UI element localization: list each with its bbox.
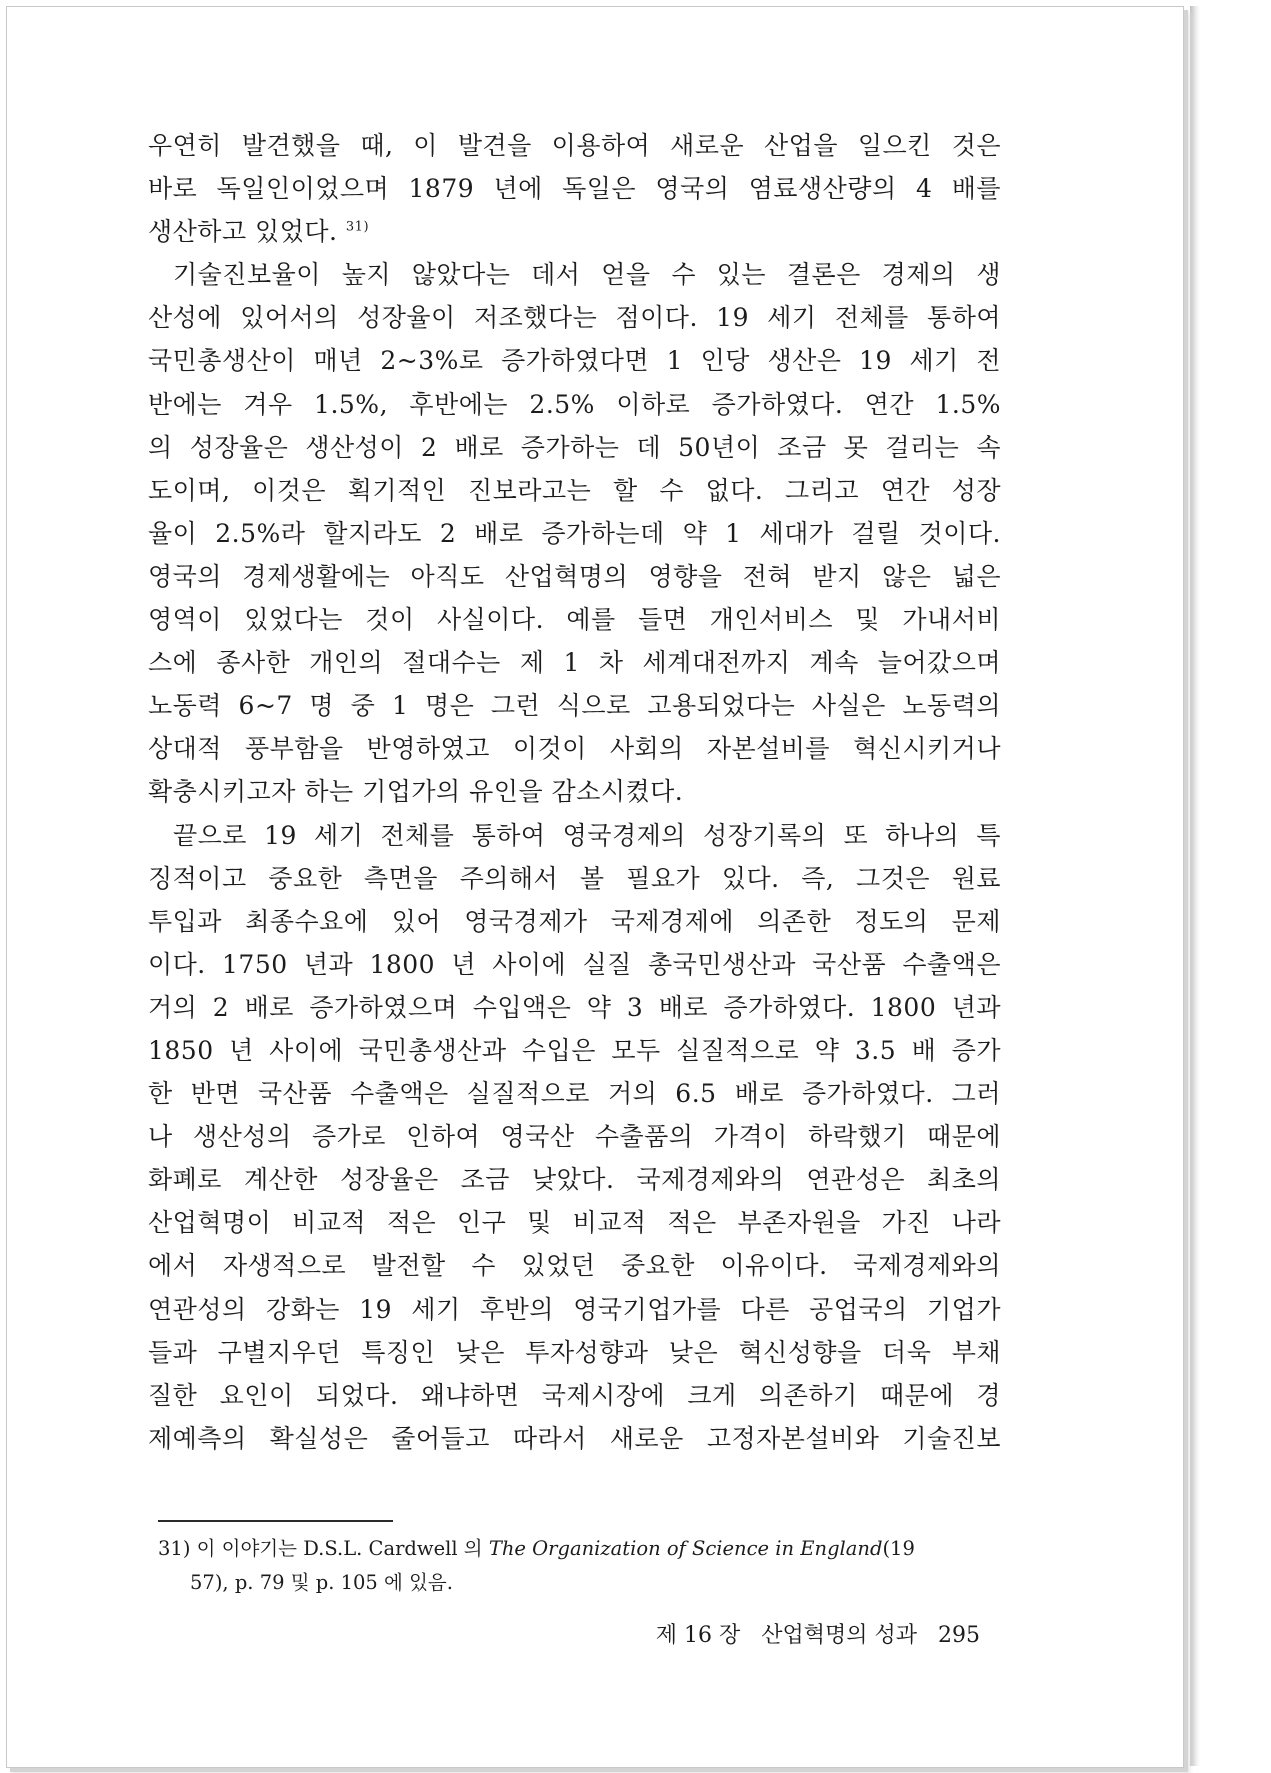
chapter-label: 제 16 장 — [655, 1623, 741, 1648]
text-line: 1850 년 사이에 국민총생산과 수입은 모두 실질적으로 약 3.5 배 증가 — [148, 1035, 1001, 1065]
text-line: 산업혁명이 비교적 적은 인구 및 비교적 적은 부존자원을 가진 나라 — [148, 1208, 1001, 1238]
text-line: 나 생산성의 증가로 인하여 영국산 수출품의 가격이 하락했기 때문에 — [148, 1122, 1001, 1152]
text-line: 화폐로 계산한 성장율은 조금 낮았다. 국제경제와의 연관성은 최초의 — [148, 1165, 1001, 1195]
text-line: 연관성의 강화는 19 세기 후반의 영국기업가를 다른 공업국의 기업가 — [148, 1294, 1001, 1324]
footnote-number: 31) — [158, 1537, 191, 1560]
footnote-divider — [158, 1520, 393, 1522]
text-line: 들과 구별지우던 특징인 낮은 투자성향과 낮은 혁신성향을 더욱 부채 — [148, 1337, 1001, 1367]
text-line: 반에는 겨우 1.5%, 후반에는 2.5% 이하로 증가하였다. 연간 1.5% — [148, 389, 1001, 419]
text-line: 상대적 풍부함을 반영하였고 이것이 사회의 자본설비를 혁신시키거나 — [148, 734, 1001, 764]
footnote-line-2: 57), p. 79 및 p. 105 에 있음. — [190, 1571, 453, 1594]
text-line: 우연히 발견했을 때, 이 발견을 이용하여 새로운 산업을 일으킨 것은 — [148, 131, 1001, 160]
footnote-line-1 — [158, 1532, 1001, 1566]
text-line: 스에 종사한 개인의 절대수는 제 1 차 세계대전까지 계속 늘어갔으며 — [148, 648, 1001, 678]
body-text — [148, 124, 1001, 1460]
text-line: 징적이고 중요한 측면을 주의해서 볼 필요가 있다. 즉, 그것은 원료 — [148, 863, 1001, 893]
text-line: 이다. 1750 년과 1800 년 사이에 실질 총국민생산과 국산품 수출액은 — [148, 949, 1001, 979]
text-line: 율이 2.5%라 할지라도 2 배로 증가하는데 약 1 세대가 걸릴 것이다. — [148, 518, 1001, 548]
text-line: 질한 요인이 되었다. 왜냐하면 국제시장에 크게 의존하기 때문에 경 — [148, 1380, 1001, 1410]
text-line: 영국의 경제생활에는 아직도 산업혁명의 영향을 전혀 받지 않은 넓은 — [148, 561, 1001, 591]
footnote-book-title: The Organization of Science in England — [488, 1537, 883, 1560]
text-line: 거의 2 배로 증가하였으며 수입액은 약 3 배로 증가하였다. 1800 년과 — [148, 992, 1001, 1022]
running-footer — [600, 1618, 980, 1649]
footnote-text-post: (19 — [882, 1537, 915, 1560]
chapter-title: 산업혁명의 성과 — [761, 1623, 917, 1648]
text-line: 바로 독일인이었으며 1879 년에 독일은 영국의 염료생산량의 4 배를 — [148, 174, 1001, 204]
page-curl-edge — [1190, 6, 1200, 1766]
text-line: 한 반면 국산품 수출액은 실질적으로 거의 6.5 배로 증가하였다. 그러 — [148, 1079, 1001, 1109]
text-line: 영역이 있었다는 것이 사실이다. 예를 들면 개인서비스 및 가내서비 — [148, 605, 1001, 635]
footnote-text-pre: 이 이야기는 D.S.L. Cardwell 의 — [196, 1537, 483, 1560]
text-line: 에서 자생적으로 발전할 수 있었던 중요한 이유이다. 국제경제와의 — [148, 1251, 1001, 1281]
text-line: 끝으로 19 세기 전체를 통하여 영국경제의 성장기록의 또 하나의 특 — [173, 820, 1001, 850]
text-line: 확충시키고자 하는 기업가의 유인을 감소시켰다. — [148, 777, 684, 807]
text-line: 투입과 최종수요에 있어 영국경제가 국제경제에 의존한 정도의 문제 — [148, 906, 1001, 936]
text-line: 의 성장율은 생산성이 2 배로 증가하는 데 50년이 조금 못 걸리는 속 — [148, 432, 1001, 462]
text-line: 제예측의 확실성은 줄어들고 따라서 새로운 고정자본설비와 기술진보 — [148, 1423, 1001, 1453]
page-number: 295 — [938, 1623, 980, 1648]
text-line: 노동력 6~7 명 중 1 명은 그런 식으로 고용되었다는 사실은 노동력의 — [148, 691, 1001, 721]
text-line: 생산하고 있었다. $^{31)}$ — [148, 217, 370, 247]
text-line: 국민총생산이 매년 2~3%로 증가하였다면 1 인당 생산은 19 세기 전 — [148, 346, 1001, 376]
footnote-ref: 31) — [345, 219, 370, 235]
footnote-31 — [158, 1532, 1001, 1600]
text-line: 산성에 있어서의 성장율이 저조했다는 점이다. 19 세기 전체를 통하여 — [148, 303, 1001, 333]
text-line: 기술진보율이 높지 않았다는 데서 얻을 수 있는 결론은 경제의 생 — [173, 260, 1001, 290]
text-line: 도이며, 이것은 획기적인 진보라고는 할 수 없다. 그리고 연간 성장 — [148, 475, 1001, 505]
